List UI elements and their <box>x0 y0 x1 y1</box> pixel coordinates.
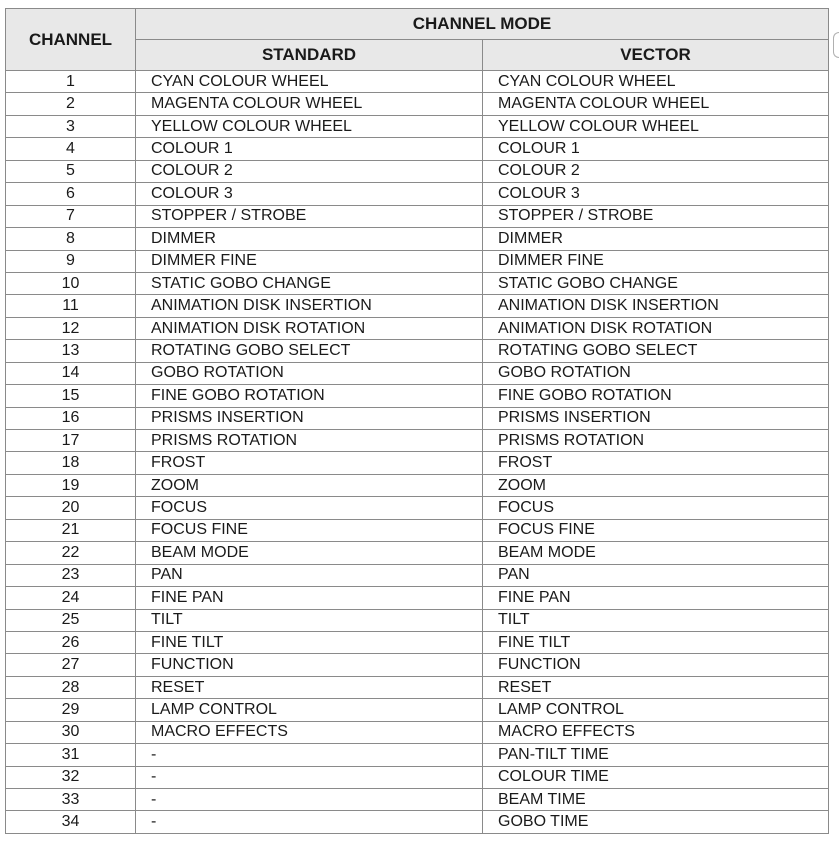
channel-number-cell: 19 <box>6 474 136 496</box>
table-row <box>6 744 829 766</box>
channel-number-cell: 2 <box>6 93 136 115</box>
standard-function-cell: TILT <box>136 609 483 631</box>
table-row <box>6 228 829 250</box>
table-row <box>6 497 829 519</box>
channel-number-cell: 16 <box>6 407 136 429</box>
header-row-top <box>6 9 829 40</box>
vector-function-cell: ZOOM <box>483 474 829 496</box>
channel-number-cell: 7 <box>6 205 136 227</box>
table-row <box>6 385 829 407</box>
vector-function-cell: YELLOW COLOUR WHEEL <box>483 115 829 137</box>
vector-function-cell: TILT <box>483 609 829 631</box>
channel-number-cell: 12 <box>6 317 136 339</box>
vector-function-cell: FINE GOBO ROTATION <box>483 385 829 407</box>
table-row <box>6 340 829 362</box>
table-row <box>6 407 829 429</box>
table-header <box>6 9 829 71</box>
standard-function-cell: FOCUS <box>136 497 483 519</box>
vector-function-cell: FOCUS <box>483 497 829 519</box>
standard-function-cell: - <box>136 789 483 811</box>
table-row <box>6 564 829 586</box>
standard-function-cell: - <box>136 811 483 833</box>
vector-function-cell: COLOUR TIME <box>483 766 829 788</box>
vector-function-cell: PAN <box>483 564 829 586</box>
vector-function-cell: FOCUS FINE <box>483 519 829 541</box>
channel-number-cell: 27 <box>6 654 136 676</box>
channel-number-cell: 24 <box>6 587 136 609</box>
table-row <box>6 676 829 698</box>
standard-function-cell: RESET <box>136 676 483 698</box>
table-row <box>6 250 829 272</box>
vector-function-cell: COLOUR 1 <box>483 138 829 160</box>
table-row <box>6 609 829 631</box>
table-row <box>6 160 829 182</box>
vector-function-cell: FINE TILT <box>483 631 829 653</box>
channel-number-cell: 30 <box>6 721 136 743</box>
channel-number-cell: 26 <box>6 631 136 653</box>
vector-function-cell: BEAM MODE <box>483 542 829 564</box>
vector-function-cell: PRISMS INSERTION <box>483 407 829 429</box>
channel-number-cell: 28 <box>6 676 136 698</box>
table-row <box>6 587 829 609</box>
standard-function-cell: FUNCTION <box>136 654 483 676</box>
vector-function-cell: RESET <box>483 676 829 698</box>
table-row <box>6 766 829 788</box>
table-row <box>6 71 829 93</box>
channel-number-cell: 5 <box>6 160 136 182</box>
table-row <box>6 542 829 564</box>
standard-function-cell: YELLOW COLOUR WHEEL <box>136 115 483 137</box>
channel-number-cell: 33 <box>6 789 136 811</box>
vector-function-cell: DIMMER FINE <box>483 250 829 272</box>
table-row <box>6 362 829 384</box>
table-row <box>6 295 829 317</box>
table-row <box>6 93 829 115</box>
standard-function-cell: - <box>136 766 483 788</box>
channel-number-cell: 22 <box>6 542 136 564</box>
standard-function-cell: BEAM MODE <box>136 542 483 564</box>
standard-function-cell: FINE TILT <box>136 631 483 653</box>
standard-function-cell: - <box>136 744 483 766</box>
table-row <box>6 317 829 339</box>
standard-function-cell: ANIMATION DISK ROTATION <box>136 317 483 339</box>
vector-function-cell: ANIMATION DISK INSERTION <box>483 295 829 317</box>
vector-function-cell: MACRO EFFECTS <box>483 721 829 743</box>
channel-number-cell: 3 <box>6 115 136 137</box>
vector-function-cell: FINE PAN <box>483 587 829 609</box>
standard-function-cell: MAGENTA COLOUR WHEEL <box>136 93 483 115</box>
channel-number-cell: 11 <box>6 295 136 317</box>
standard-function-cell: PAN <box>136 564 483 586</box>
standard-function-cell: GOBO ROTATION <box>136 362 483 384</box>
channel-number-cell: 25 <box>6 609 136 631</box>
channel-mode-table <box>5 8 829 834</box>
page-edge-mark <box>833 32 839 58</box>
standard-function-cell: COLOUR 2 <box>136 160 483 182</box>
channel-number-cell: 29 <box>6 699 136 721</box>
standard-function-cell: FOCUS FINE <box>136 519 483 541</box>
table-row <box>6 430 829 452</box>
table-row <box>6 699 829 721</box>
channel-number-cell: 31 <box>6 744 136 766</box>
standard-function-cell: ROTATING GOBO SELECT <box>136 340 483 362</box>
vector-function-cell: COLOUR 2 <box>483 160 829 182</box>
vector-function-cell: FUNCTION <box>483 654 829 676</box>
vector-function-cell: PRISMS ROTATION <box>483 430 829 452</box>
vector-function-cell: ROTATING GOBO SELECT <box>483 340 829 362</box>
channel-number-cell: 13 <box>6 340 136 362</box>
vector-function-cell: DIMMER <box>483 228 829 250</box>
channel-number-cell: 15 <box>6 385 136 407</box>
table-row <box>6 654 829 676</box>
channel-number-cell: 8 <box>6 228 136 250</box>
vector-function-cell: CYAN COLOUR WHEEL <box>483 71 829 93</box>
standard-function-cell: COLOUR 3 <box>136 183 483 205</box>
vector-function-cell: PAN-TILT TIME <box>483 744 829 766</box>
vector-function-cell: GOBO TIME <box>483 811 829 833</box>
channel-number-cell: 10 <box>6 272 136 294</box>
standard-function-cell: STOPPER / STROBE <box>136 205 483 227</box>
vector-function-cell: GOBO ROTATION <box>483 362 829 384</box>
table-row <box>6 631 829 653</box>
standard-function-cell: DIMMER FINE <box>136 250 483 272</box>
standard-function-cell: ANIMATION DISK INSERTION <box>136 295 483 317</box>
table-row <box>6 452 829 474</box>
table-row <box>6 115 829 137</box>
channel-number-cell: 32 <box>6 766 136 788</box>
standard-function-cell: LAMP CONTROL <box>136 699 483 721</box>
standard-function-cell: COLOUR 1 <box>136 138 483 160</box>
channel-number-cell: 14 <box>6 362 136 384</box>
table-row <box>6 205 829 227</box>
vector-function-cell: STOPPER / STROBE <box>483 205 829 227</box>
table-body <box>6 71 829 834</box>
vector-function-cell: COLOUR 3 <box>483 183 829 205</box>
channel-mode-header: CHANNEL MODE <box>136 9 829 40</box>
vector-function-cell: MAGENTA COLOUR WHEEL <box>483 93 829 115</box>
standard-function-cell: FROST <box>136 452 483 474</box>
standard-function-cell: STATIC GOBO CHANGE <box>136 272 483 294</box>
channel-number-cell: 20 <box>6 497 136 519</box>
table-row <box>6 272 829 294</box>
vector-function-cell: LAMP CONTROL <box>483 699 829 721</box>
standard-function-cell: FINE GOBO ROTATION <box>136 385 483 407</box>
table-row <box>6 519 829 541</box>
channel-header: CHANNEL <box>6 9 136 71</box>
standard-function-cell: FINE PAN <box>136 587 483 609</box>
channel-number-cell: 17 <box>6 430 136 452</box>
table-row <box>6 138 829 160</box>
table-row <box>6 474 829 496</box>
channel-number-cell: 4 <box>6 138 136 160</box>
channel-number-cell: 1 <box>6 71 136 93</box>
vector-function-cell: FROST <box>483 452 829 474</box>
table-row <box>6 721 829 743</box>
channel-number-cell: 34 <box>6 811 136 833</box>
vector-function-cell: STATIC GOBO CHANGE <box>483 272 829 294</box>
vector-header: VECTOR <box>483 40 829 71</box>
standard-header: STANDARD <box>136 40 483 71</box>
table-row <box>6 789 829 811</box>
channel-number-cell: 6 <box>6 183 136 205</box>
channel-number-cell: 18 <box>6 452 136 474</box>
table-row <box>6 183 829 205</box>
standard-function-cell: MACRO EFFECTS <box>136 721 483 743</box>
channel-number-cell: 21 <box>6 519 136 541</box>
vector-function-cell: BEAM TIME <box>483 789 829 811</box>
standard-function-cell: PRISMS ROTATION <box>136 430 483 452</box>
channel-number-cell: 23 <box>6 564 136 586</box>
channel-number-cell: 9 <box>6 250 136 272</box>
vector-function-cell: ANIMATION DISK ROTATION <box>483 317 829 339</box>
standard-function-cell: ZOOM <box>136 474 483 496</box>
standard-function-cell: DIMMER <box>136 228 483 250</box>
standard-function-cell: PRISMS INSERTION <box>136 407 483 429</box>
standard-function-cell: CYAN COLOUR WHEEL <box>136 71 483 93</box>
table-row <box>6 811 829 833</box>
